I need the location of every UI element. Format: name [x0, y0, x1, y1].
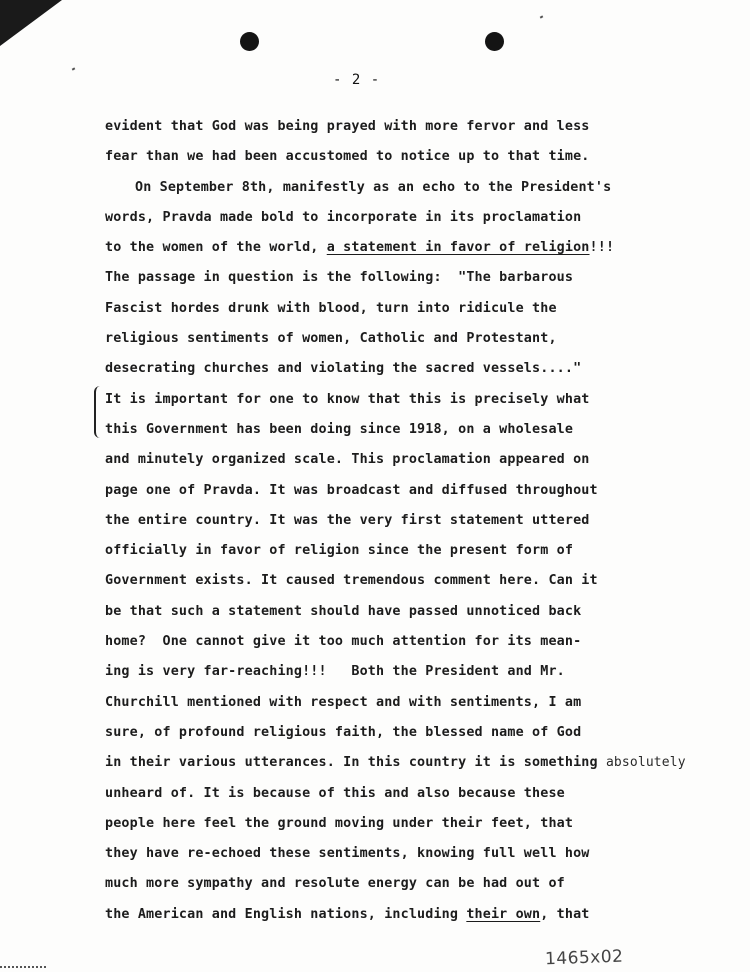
text-line: [105, 813, 686, 843]
text-line: [105, 449, 686, 479]
text-line: [105, 540, 686, 570]
text-segment: words, Pravda made bold to incorporate in its proclamation: [105, 209, 582, 225]
punch-hole-left: [240, 32, 259, 51]
inserted-text: absolutely: [605, 755, 686, 771]
text-segment: and minutely organized scale. This proclamation appeared on: [105, 452, 590, 468]
text-line: [105, 722, 686, 752]
text-segment: officially in favor of religion since the present form of: [105, 543, 574, 559]
document-body: [105, 116, 686, 934]
text-segment: Government exists. It caused tremendous comment here. Can it: [105, 573, 598, 589]
text-segment: !!!: [589, 240, 615, 256]
text-line: [105, 480, 686, 510]
text-segment: Fascist hordes drunk with blood, turn into ridicule the: [105, 300, 557, 316]
text-segment: much more sympathy and resolute energy can be had out of: [105, 876, 565, 892]
text-segment: page one of Pravda. It was broadcast and diffused throughout: [105, 482, 598, 498]
text-line: [105, 904, 686, 934]
text-line: [105, 570, 686, 600]
text-line: [105, 267, 686, 297]
text-segment: home? One cannot give it too much attention for its mean-: [105, 634, 582, 650]
text-segment: in their various utterances. In this country it is something: [105, 755, 606, 771]
text-segment: to the women of the world,: [105, 240, 327, 256]
text-segment: , that: [540, 906, 590, 922]
text-segment: the American and English nations, including: [105, 906, 467, 922]
text-segment: sure, of profound religious faith, the blessed name of God: [105, 724, 582, 740]
archive-code: 1465x02: [544, 946, 624, 970]
text-line: [105, 510, 686, 540]
text-line: [105, 752, 686, 782]
text-line: [105, 601, 686, 631]
text-segment: Churchill mentioned with respect and with sentiments, I am: [105, 694, 582, 710]
text-line: [105, 177, 686, 207]
text-segment: be that such a statement should have passed unnoticed back: [105, 603, 582, 619]
text-line: [105, 358, 686, 388]
text-line: [105, 692, 686, 722]
text-segment: the entire country. It was the very first statement uttered: [105, 512, 590, 528]
page-number: - 2 -: [333, 72, 381, 88]
text-segment: desecrating churches and violating the sacred vessels....": [105, 361, 582, 377]
text-line: [105, 783, 686, 813]
text-line: [105, 843, 686, 873]
text-line: [105, 419, 686, 449]
underlined-text: a statement in favor of religion: [326, 240, 590, 256]
bottom-edge-dots: [0, 966, 46, 968]
text-line: [105, 389, 686, 419]
scan-speck: [540, 15, 544, 18]
text-segment: they have re-echoed these sentiments, knowing full well how: [105, 846, 590, 862]
text-line: [105, 298, 686, 328]
text-line: [105, 146, 686, 176]
text-segment: The passage in question is the following: "The barbarous: [105, 270, 574, 286]
scan-speck: [72, 67, 76, 70]
text-line: [105, 631, 686, 661]
text-segment: evident that God was being prayed with more fervor and less: [105, 119, 590, 134]
text-segment: this Government has been doing since 1918, on a wholesale: [105, 421, 574, 437]
text-line: [105, 207, 686, 237]
text-line: [105, 661, 686, 691]
scan-corner-shadow: [0, 0, 62, 46]
text-line: [105, 328, 686, 358]
text-line: [105, 873, 686, 903]
punch-hole-right: [485, 32, 504, 51]
text-segment: unheard of. It is because of this and also because these: [105, 785, 565, 801]
text-segment: It is important for one to know that this is precisely what: [105, 391, 590, 407]
text-segment: religious sentiments of women, Catholic and Protestant,: [105, 331, 557, 347]
text-segment: fear than we had been accustomed to notice up to that time.: [105, 149, 590, 165]
text-line: [105, 116, 686, 146]
text-segment: ing is very far-reaching!!! Both the President and Mr.: [105, 664, 565, 680]
margin-bracket-mark: [94, 386, 102, 438]
text-segment: On September 8th, manifestly as an echo to the President's: [135, 179, 612, 195]
text-line: [105, 237, 686, 267]
text-segment: people here feel the ground moving under their feet, that: [105, 815, 574, 831]
underlined-text: their own: [466, 906, 541, 922]
